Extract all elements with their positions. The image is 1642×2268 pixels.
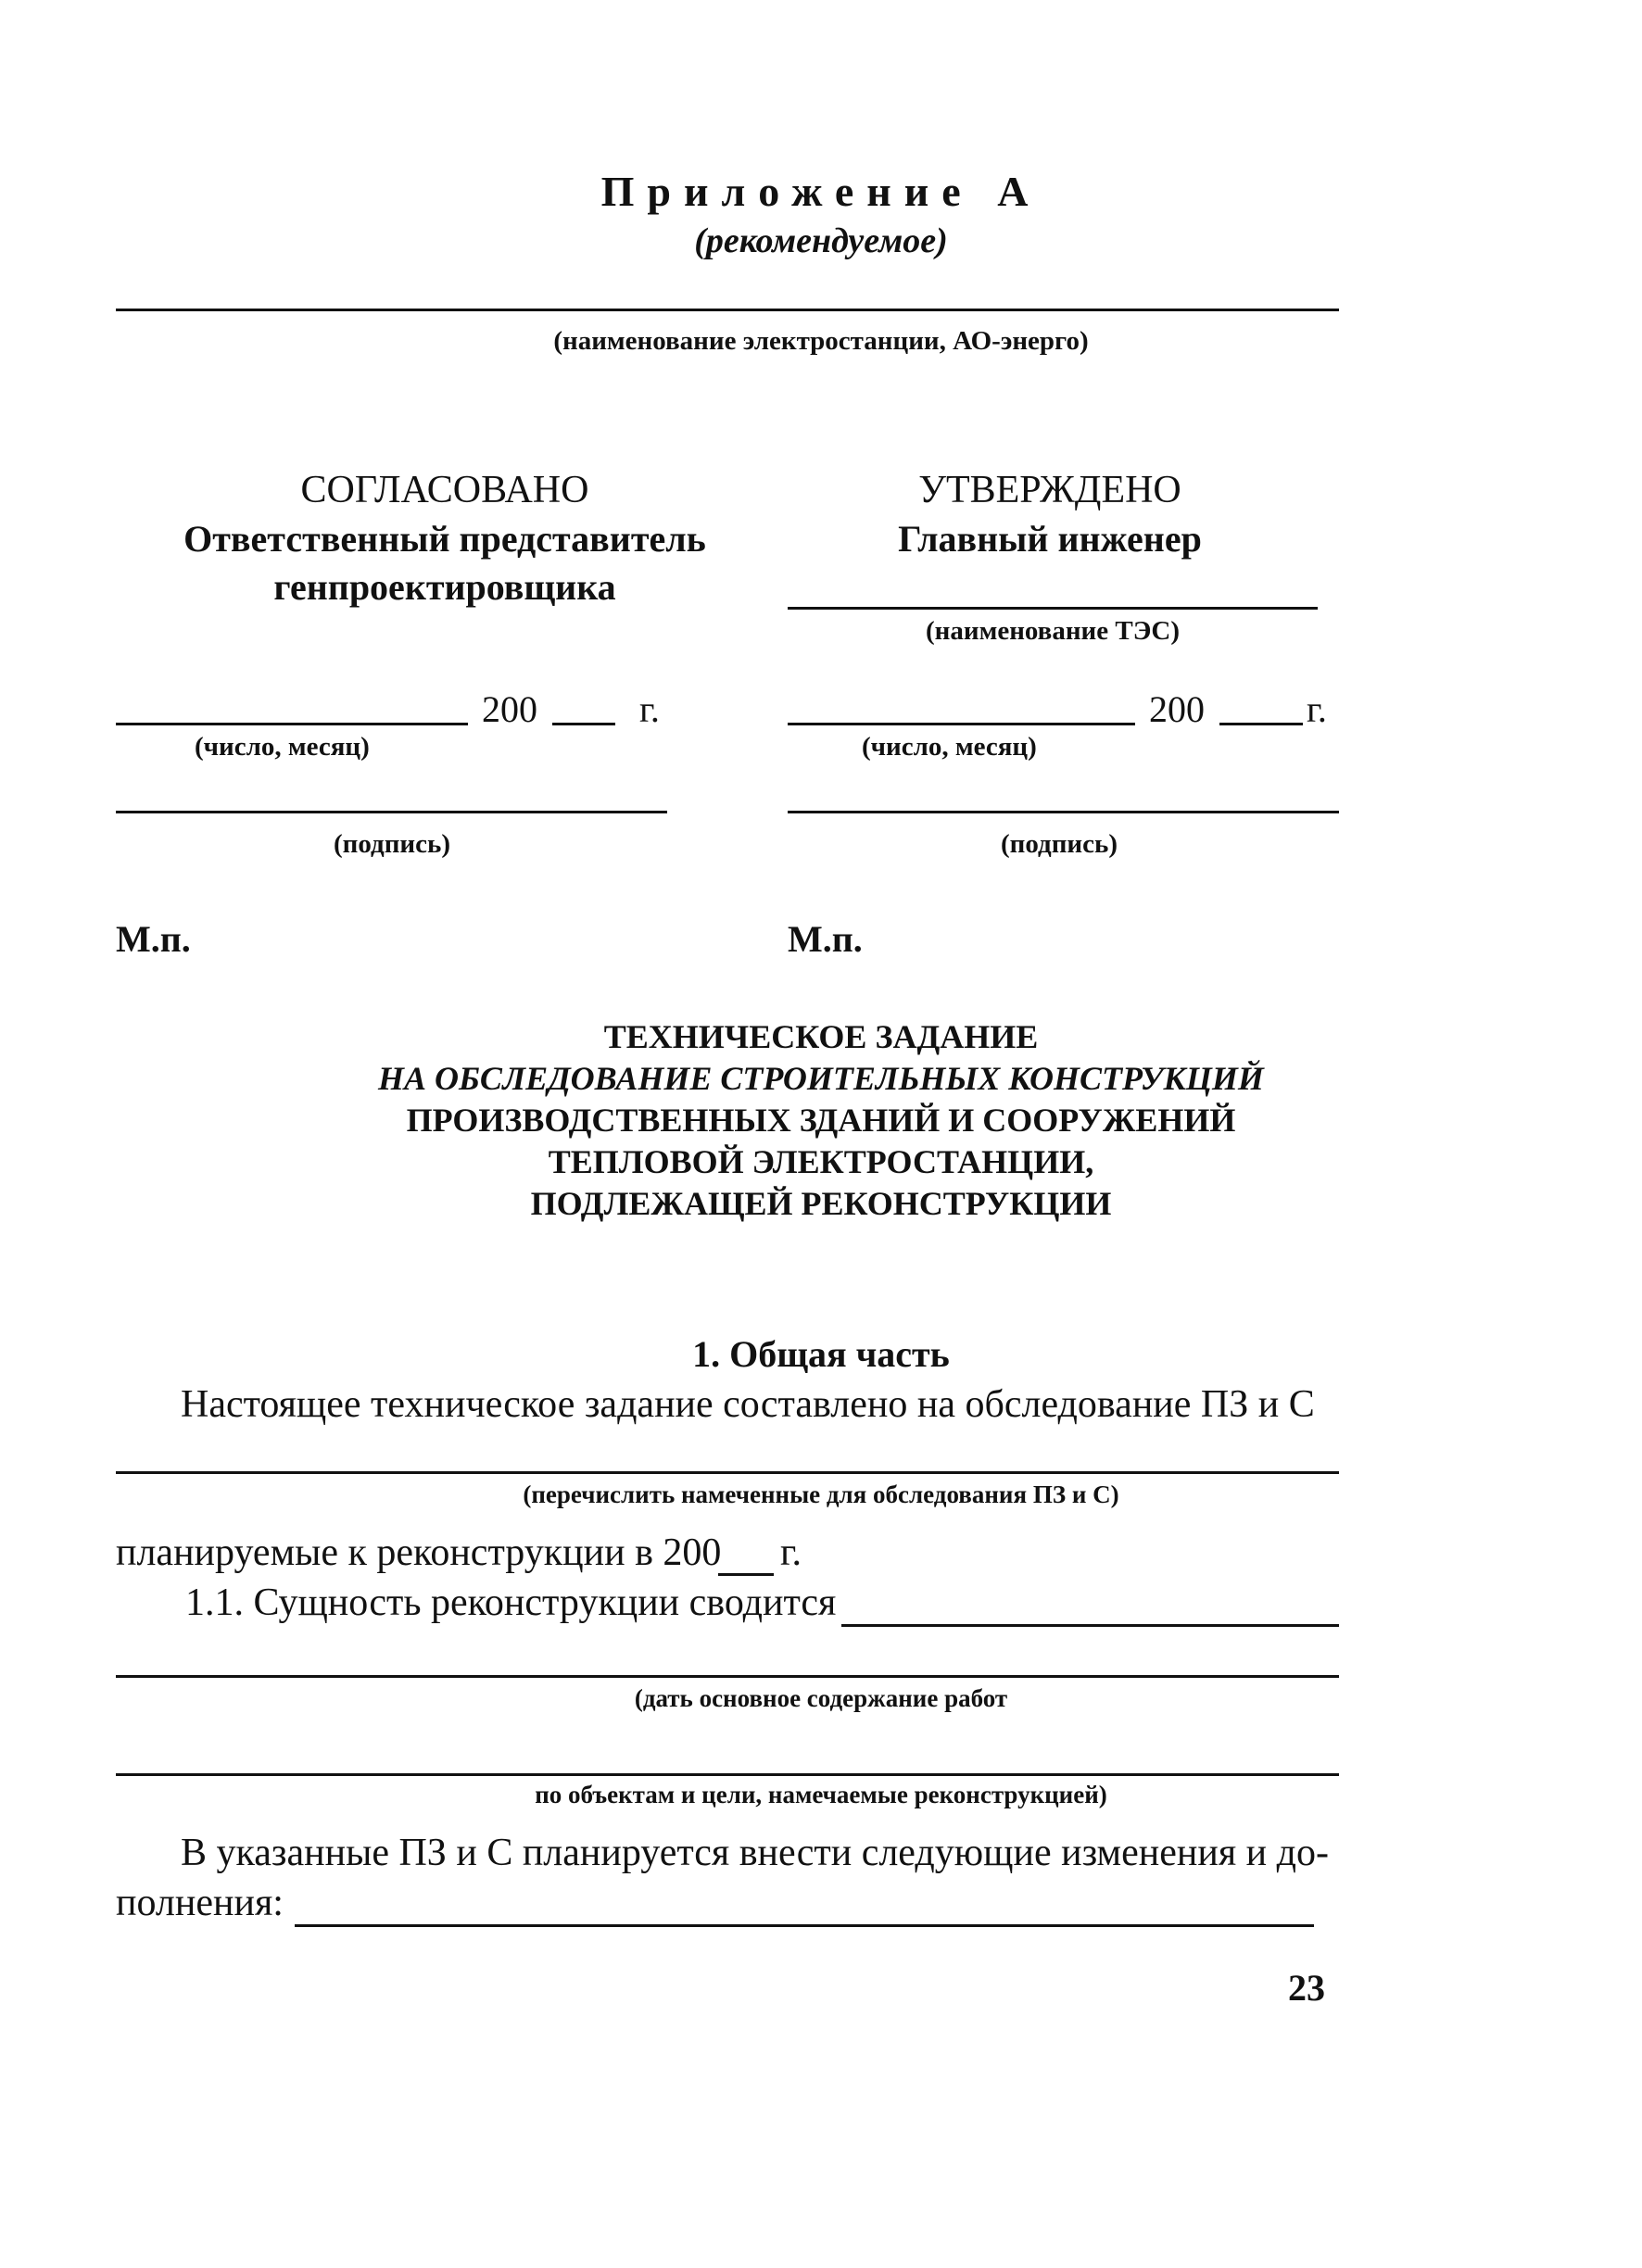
work-content-line <box>116 1675 1339 1678</box>
right-seal: М.п. <box>788 918 863 960</box>
main-title-line-3: ПРОИЗВОДСТВЕННЫХ ЗДАНИЙ И СООРУЖЕНИЙ <box>406 1102 1236 1139</box>
planned-year-text: планируемые к реконструкции в 200 <box>116 1531 722 1574</box>
main-title-line-2: НА ОБСЛЕДОВАНИЕ СТРОИТЕЛЬНЫХ КОНСТРУКЦИЙ <box>378 1060 1264 1097</box>
right-role-line1: Главный инженер <box>898 518 1202 560</box>
tes-name-caption: (наименование ТЭС) <box>926 616 1180 646</box>
objects-goals-line <box>116 1773 1339 1776</box>
org-name-line <box>116 309 1339 311</box>
right-year: 200 <box>1149 688 1205 730</box>
left-signature-caption: (подпись) <box>334 829 450 859</box>
right-signature-line <box>788 811 1339 813</box>
right-date-line <box>788 723 1135 725</box>
planned-year-line <box>718 1573 774 1576</box>
left-heading: СОГЛАСОВАНО <box>300 469 589 511</box>
objects-list-caption: (перечислить намеченные для обследования ПЗ и С) <box>523 1480 1119 1508</box>
right-year-suffix: г. <box>1307 688 1327 730</box>
item-1-1-text: 1.1. Сущность реконструкции сводится <box>185 1581 837 1624</box>
tes-name-line <box>788 607 1318 610</box>
left-year-suffix: г. <box>639 688 660 730</box>
left-year-line <box>552 723 615 725</box>
changes-line <box>295 1924 1314 1927</box>
section-1-intro: Настоящее техническое задание составлено на обследование ПЗ и С <box>181 1383 1315 1426</box>
left-date-line <box>116 723 468 725</box>
left-year: 200 <box>482 688 537 730</box>
changes-text-line-1: В указанные ПЗ и С планируется внести следующие изменения и до- <box>181 1832 1329 1874</box>
item-1-1-line <box>841 1624 1339 1627</box>
main-title-line-1: ТЕХНИЧЕСКОЕ ЗАДАНИЕ <box>603 1018 1039 1055</box>
left-signature-line <box>116 811 667 813</box>
page-number: 23 <box>1288 1967 1325 2009</box>
right-heading: УТВЕРЖДЕНО <box>918 469 1181 511</box>
objects-goals-caption: по объектам и цели, намечаемые реконструкцией) <box>535 1781 1107 1808</box>
work-content-caption: (дать основное содержание работ <box>634 1684 1008 1712</box>
main-title-line-5: ПОДЛЕЖАЩЕЙ РЕКОНСТРУКЦИИ <box>530 1185 1112 1222</box>
appendix-subtitle: (рекомендуемое) <box>694 221 948 260</box>
left-date-caption: (число, месяц) <box>195 732 370 762</box>
left-role-line2: генпроектировщика <box>273 566 616 608</box>
right-year-line <box>1219 723 1303 725</box>
left-seal: М.п. <box>116 918 191 960</box>
main-title-line-4: ТЕПЛОВОЙ ЭЛЕКТРОСТАНЦИИ, <box>548 1143 1094 1180</box>
org-name-caption: (наименование электростанции, АО-энерго) <box>553 326 1089 356</box>
planned-year-suffix: г. <box>780 1531 802 1574</box>
objects-list-line <box>116 1471 1339 1474</box>
right-signature-caption: (подпись) <box>1001 829 1118 859</box>
section-1-heading: 1. Общая часть <box>692 1333 950 1375</box>
appendix-title: Приложение А <box>600 168 1042 215</box>
left-role-line1: Ответственный представитель <box>183 518 706 560</box>
right-date-caption: (число, месяц) <box>862 732 1037 762</box>
changes-text-line-2: полнения: <box>116 1882 284 1924</box>
